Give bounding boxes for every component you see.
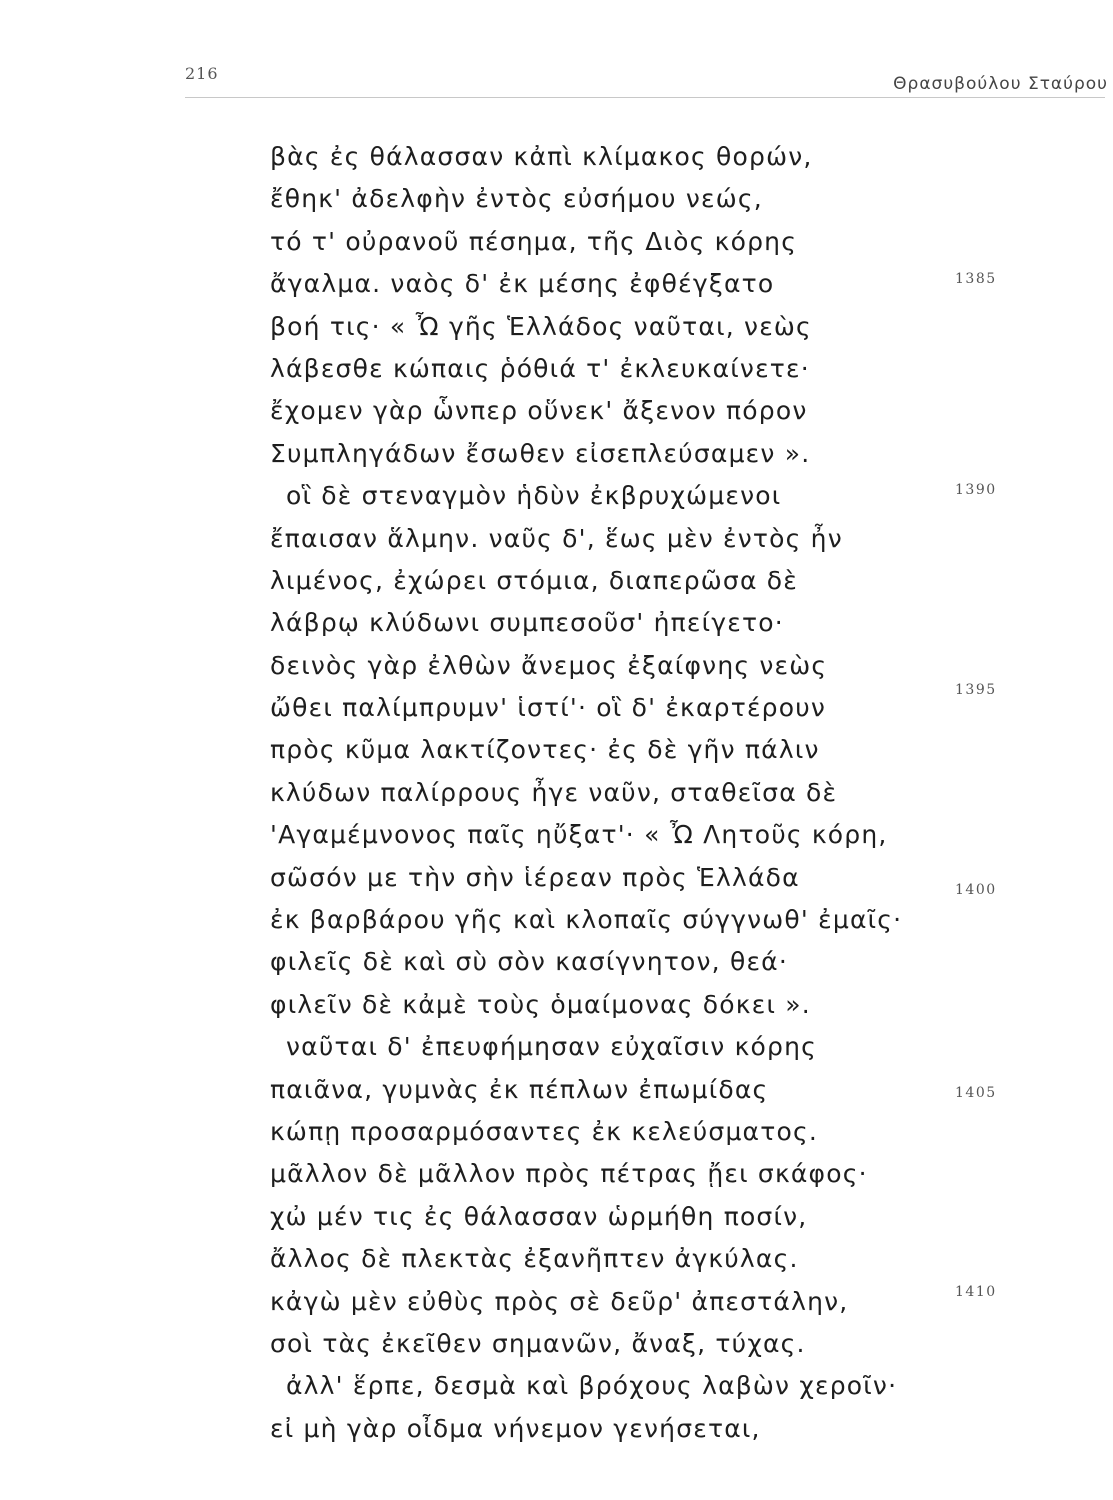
verse-line: Συμπληγάδων ἔσωθεν εἰσεπλεύσαμεν ». [270, 438, 811, 468]
verse-line: ὤθει παλίμπρυμν' ἱστί'· οἳ δ' ἐκαρτέρουν [270, 693, 827, 723]
page-number: 216 [185, 64, 219, 83]
verse-line: κλύδων παλίρρους ἦγε ναῦν, σταθεῖσα δὲ [270, 777, 838, 807]
verse-line: εἰ μὴ γὰρ οἶδμα νήνεμον γενήσεται, [270, 1413, 761, 1443]
verse-line: πρὸς κῦμα λακτίζοντες· ἐς δὲ γῆν πάλιν [270, 735, 820, 765]
verse-line: χὠ μέν τις ἐς θάλασσαν ὡρμήθη ποσίν, [270, 1201, 808, 1231]
line-number: 1410 [955, 1284, 997, 1300]
verse-line: κώπῃ προσαρμόσαντες ἐκ κελεύσματος. [270, 1116, 819, 1146]
line-number: 1390 [955, 482, 997, 498]
verse-line: ναῦται δ' ἐπευφήμησαν εὐχαῖσιν κόρης [286, 1032, 818, 1062]
verse-block [270, 136, 950, 1450]
line-number: 1400 [955, 882, 997, 898]
running-title: Θρασυβούλου Σταύρου [893, 74, 1108, 94]
verse-line: ἔχομεν γὰρ ὧνπερ οὕνεκ' ἄξενον πόρον [270, 396, 808, 426]
verse-line: φιλεῖν δὲ κἀμὲ τοὺς ὁμαίμονας δόκει ». [270, 989, 811, 1019]
verse-line: λιμένος, ἐχώρει στόμια, διαπερῶσα δὲ [270, 565, 798, 595]
verse-line: λάβρῳ κλύδωνι συμπεσοῦσ' ἠπείγετο· [270, 608, 784, 638]
line-number: 1385 [955, 271, 997, 287]
page-header [185, 60, 1110, 100]
verse-line: κἀγὼ μὲν εὐθὺς πρὸς σὲ δεῦρ' ἀπεστάλην, [270, 1286, 849, 1316]
header-divider [185, 97, 1105, 98]
verse-line: 'Αγαμέμνονος παῖς ηὔξατ'· « Ὦ Λητοῦς κόρη, [270, 820, 888, 850]
verse-line: φιλεῖς δὲ καὶ σὺ σὸν κασίγνητον, θεά· [270, 947, 788, 977]
verse-line: σῶσόν με τὴν σὴν ἱέρεαν πρὸς Ἑλλάδα [270, 862, 800, 892]
verse-line: ἐκ βαρβάρου γῆς καὶ κλοπαῖς σύγγνωθ' ἐμαῖς· [270, 905, 903, 935]
verse-line: σοὶ τὰς ἐκεῖθεν σημανῶν, ἄναξ, τύχας. [270, 1328, 806, 1358]
verse-line: ἀλλ' ἕρπε, δεσμὰ καὶ βρόχους λαβὼν χεροῖν· [286, 1371, 898, 1401]
verse-line: ἄγαλμα. ναὸς δ' ἐκ μέσης ἐφθέγξατο [270, 269, 775, 299]
verse-line: τό τ' οὐρανοῦ πέσημα, τῆς Διὸς κόρης [270, 226, 798, 256]
verse-line: οἳ δὲ στεναγμὸν ἡδὺν ἐκβρυχώμενοι [286, 481, 782, 511]
verse-line: βοή τις· « Ὦ γῆς Ἑλλάδος ναῦται, νεὼς [270, 311, 812, 341]
verse-line: λάβεσθε κώπαις ῥόθιά τ' ἐκλευκαίνετε· [270, 353, 810, 383]
verse-line: ἔπαισαν ἅλμην. ναῦς δ', ἕως μὲν ἐντὸς ἦν [270, 523, 843, 553]
line-number: 1405 [955, 1085, 997, 1101]
verse-line: μᾶλλον δὲ μᾶλλον πρὸς πέτρας ᾔει σκάφος· [270, 1159, 868, 1189]
verse-line: παιᾶνα, γυμνὰς ἐκ πέπλων ἐπωμίδας [270, 1074, 769, 1104]
verse-line: ἔθηκ' ἀδελφὴν ἐντὸς εὐσήμου νεώς, [270, 184, 763, 214]
verse-line: ἄλλος δὲ πλεκτὰς ἐξανῆπτεν ἀγκύλας. [270, 1244, 799, 1274]
verse-line: βὰς ἐς θάλασσαν κἀπὶ κλίμακος θορών, [270, 142, 813, 171]
verse-line: δεινὸς γὰρ ἐλθὼν ἄνεμος ἐξαίφνης νεὼς [270, 650, 828, 680]
line-number: 1395 [955, 682, 997, 698]
